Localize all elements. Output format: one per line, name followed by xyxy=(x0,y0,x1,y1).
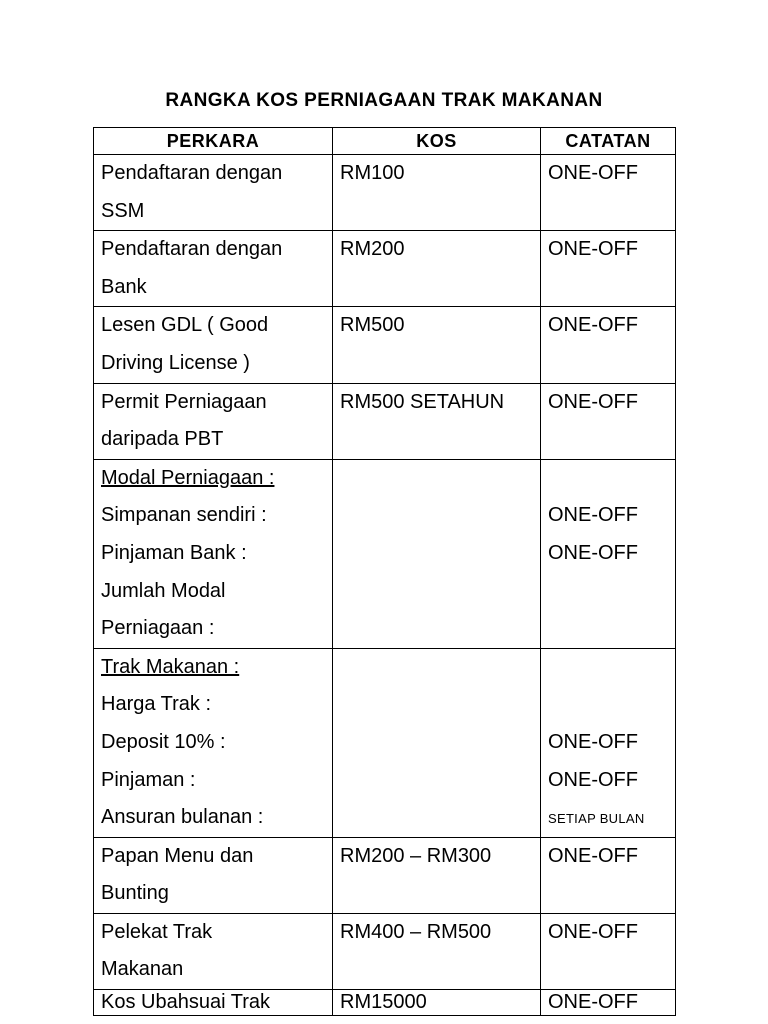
cell-line xyxy=(548,799,675,837)
cell-kos xyxy=(333,155,541,231)
header-perkara: PERKARA xyxy=(94,128,333,155)
cell-kos xyxy=(333,307,541,383)
cell-line: Bank xyxy=(101,275,147,298)
cell-line: ONE-OFF xyxy=(548,314,638,337)
cell-line: ONE-OFF xyxy=(548,390,638,413)
cell-line: Bunting xyxy=(101,882,169,905)
cell-line: ONE-OFF xyxy=(548,920,638,943)
cell-line: RM200 xyxy=(340,238,405,261)
cell-line: Lesen GDL ( Good xyxy=(101,314,269,337)
cell-line: Harga Trak : xyxy=(101,693,212,716)
note-small: SETIAP BULAN xyxy=(548,811,645,827)
cell-line: Pendaftaran dengan xyxy=(101,238,283,261)
table-row xyxy=(94,913,676,989)
cell-line: Driving License ) xyxy=(101,351,250,374)
table-row xyxy=(94,837,676,913)
cell-kos xyxy=(333,459,541,648)
cell-catatan xyxy=(541,155,676,231)
cell-line: Papan Menu dan xyxy=(101,844,254,867)
cell-catatan xyxy=(541,648,676,837)
cell-kos xyxy=(333,383,541,459)
cell-line: ONE-OFF xyxy=(548,238,638,261)
cell-line: Pendaftaran dengan xyxy=(101,162,283,184)
cell-line: RM100 xyxy=(340,162,405,184)
section-heading: Modal Perniagaan : xyxy=(101,466,275,489)
cell-line xyxy=(548,649,675,687)
cost-table xyxy=(93,127,676,1016)
cell-catatan xyxy=(541,990,676,1016)
cell-perkara xyxy=(94,648,333,837)
cell-perkara xyxy=(94,231,333,307)
table-row xyxy=(94,990,676,1016)
section-heading: Trak Makanan : xyxy=(101,655,240,678)
cell-line: RM200 – RM300 xyxy=(340,844,492,867)
cell-line: Jumlah Modal xyxy=(101,579,226,602)
table-row xyxy=(94,307,676,383)
cell-line: Pinjaman : xyxy=(101,768,196,791)
table-header-row xyxy=(94,128,676,155)
header-kos: KOS xyxy=(333,128,541,155)
cell-line: Pinjaman Bank : xyxy=(101,541,247,564)
cell-line: Ansuran bulanan : xyxy=(101,806,264,829)
cell-perkara xyxy=(94,383,333,459)
cell-line xyxy=(101,460,332,498)
cell-line xyxy=(101,649,332,687)
cell-line: SSM xyxy=(101,199,145,222)
cell-line: ONE-OFF xyxy=(548,504,638,527)
cell-perkara xyxy=(94,913,333,989)
cell-line: ONE-OFF xyxy=(548,541,638,564)
table-row xyxy=(94,231,676,307)
cell-catatan xyxy=(541,459,676,648)
cell-line: Kos Ubahsuai Trak xyxy=(101,991,270,1014)
cell-line: RM500 SETAHUN xyxy=(340,390,505,413)
cell-line: Pelekat Trak xyxy=(101,920,213,943)
cell-catatan xyxy=(541,231,676,307)
cell-perkara xyxy=(94,837,333,913)
document-title: RANGKA KOS PERNIAGAAN TRAK MAKANAN xyxy=(165,90,603,111)
cell-kos xyxy=(333,837,541,913)
cell-perkara xyxy=(94,307,333,383)
cell-line xyxy=(548,460,675,498)
table-row xyxy=(94,155,676,231)
cell-kos xyxy=(333,990,541,1016)
cell-catatan xyxy=(541,837,676,913)
cell-line: ONE-OFF xyxy=(548,162,638,184)
cell-line: Simpanan sendiri : xyxy=(101,504,267,527)
cell-line: RM400 – RM500 xyxy=(340,920,492,943)
cell-line: Permit Perniagaan xyxy=(101,390,267,413)
cell-line: RM15000 xyxy=(340,991,427,1014)
cell-perkara xyxy=(94,155,333,231)
cell-kos xyxy=(333,231,541,307)
header-catatan: CATATAN xyxy=(541,128,676,155)
table-row xyxy=(94,459,676,648)
cell-line: Makanan xyxy=(101,958,184,981)
cell-line: daripada PBT xyxy=(101,428,224,451)
cell-catatan xyxy=(541,307,676,383)
cell-perkara xyxy=(94,459,333,648)
cell-line: Deposit 10% : xyxy=(101,730,226,753)
cell-line: ONE-OFF xyxy=(548,844,638,867)
cell-line: ONE-OFF xyxy=(548,991,638,1014)
cell-line xyxy=(548,686,675,724)
table-row xyxy=(94,383,676,459)
cell-kos xyxy=(333,913,541,989)
cell-kos xyxy=(333,648,541,837)
cell-line: ONE-OFF xyxy=(548,768,638,791)
cell-line: RM500 xyxy=(340,314,405,337)
cell-catatan xyxy=(541,383,676,459)
cell-line: ONE-OFF xyxy=(548,730,638,753)
table-row xyxy=(94,648,676,837)
cell-catatan xyxy=(541,913,676,989)
cell-line: Perniagaan : xyxy=(101,617,215,640)
cell-perkara xyxy=(94,990,333,1016)
